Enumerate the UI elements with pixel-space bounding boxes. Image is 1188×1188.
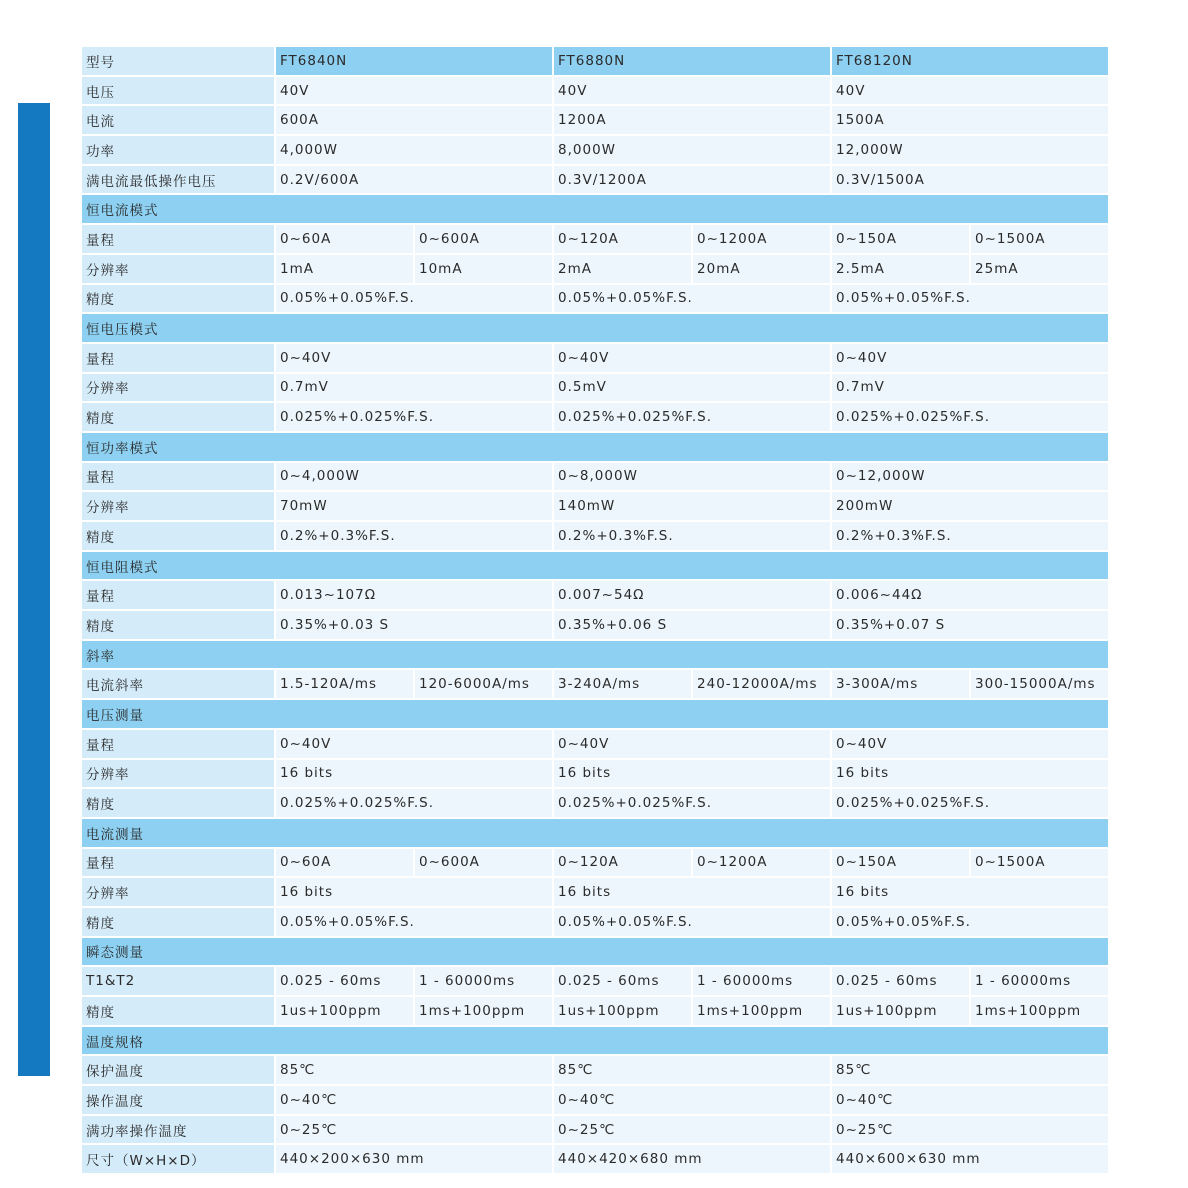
spec-value: 0~600A <box>414 224 553 254</box>
spec-value: 0~40V <box>831 729 1109 759</box>
section-title: 恒功率模式 <box>81 432 1109 462</box>
section-title: 恒电压模式 <box>81 313 1109 343</box>
spec-row <box>81 788 1109 818</box>
spec-value: 0.025 - 60ms <box>831 966 970 996</box>
spec-value: 0~60A <box>275 848 414 878</box>
spec-value: 1us+100ppm <box>275 996 414 1026</box>
spec-value: 2.5mA <box>831 254 970 284</box>
section-title: 斜率 <box>81 640 1109 670</box>
spec-row <box>81 580 1109 610</box>
row-label: 精度 <box>81 788 275 818</box>
spec-row <box>81 996 1109 1026</box>
spec-value: 0.5mV <box>553 373 831 403</box>
section-header <box>81 1026 1109 1056</box>
spec-value: 40V <box>553 76 831 106</box>
spec-value: 0.05%+0.05%F.S. <box>553 907 831 937</box>
spec-value: 0.05%+0.05%F.S. <box>831 907 1109 937</box>
spec-value: 0~120A <box>553 848 692 878</box>
row-label: 操作温度 <box>81 1085 275 1115</box>
spec-value: 0~60A <box>275 224 414 254</box>
spec-value: 1500A <box>831 105 1109 135</box>
spec-row <box>81 610 1109 640</box>
section-title: 电流测量 <box>81 818 1109 848</box>
spec-row <box>81 1085 1109 1115</box>
spec-value: 3-240A/ms <box>553 669 692 699</box>
spec-value: 85℃ <box>831 1055 1109 1085</box>
spec-value: 0.2%+0.3%F.S. <box>553 521 831 551</box>
spec-value: 16 bits <box>831 759 1109 789</box>
row-label: 量程 <box>81 224 275 254</box>
spec-value: 70mW <box>275 491 553 521</box>
spec-value: 0~600A <box>414 848 553 878</box>
spec-value: 0.025%+0.025%F.S. <box>553 402 831 432</box>
row-label: 尺寸（W×H×D） <box>81 1144 275 1174</box>
row-label: 精度 <box>81 907 275 937</box>
section-title: 瞬态测量 <box>81 937 1109 967</box>
spec-row <box>81 343 1109 373</box>
spec-row <box>81 1144 1109 1174</box>
row-label: 满电流最低操作电压 <box>81 165 275 195</box>
spec-value: 0.007~54Ω <box>553 580 831 610</box>
spec-row <box>81 966 1109 996</box>
spec-row <box>81 76 1109 106</box>
spec-value: 0~25℃ <box>553 1115 831 1145</box>
spec-value: 0.025 - 60ms <box>275 966 414 996</box>
row-label: T1&T2 <box>81 966 275 996</box>
spec-value: 0~40℃ <box>831 1085 1109 1115</box>
spec-row <box>81 1115 1109 1145</box>
spec-value: 0~40V <box>553 729 831 759</box>
spec-value: 1mA <box>275 254 414 284</box>
spec-value: 0~1200A <box>692 224 831 254</box>
row-label: 量程 <box>81 729 275 759</box>
section-header <box>81 818 1109 848</box>
row-label: 型号 <box>81 46 275 76</box>
row-label: 分辨率 <box>81 373 275 403</box>
model-name: FT6880N <box>553 46 831 76</box>
spec-value: 200mW <box>831 491 1109 521</box>
section-header <box>81 699 1109 729</box>
spec-value: 300-15000A/ms <box>970 669 1109 699</box>
spec-row <box>81 165 1109 195</box>
spec-value: 0.025%+0.025%F.S. <box>831 788 1109 818</box>
spec-row <box>81 1055 1109 1085</box>
spec-value: 0.3V/1500A <box>831 165 1109 195</box>
spec-value: 0~40V <box>275 343 553 373</box>
spec-value: 12,000W <box>831 135 1109 165</box>
row-label: 电压 <box>81 76 275 106</box>
spec-value: 16 bits <box>553 877 831 907</box>
model-header-row <box>81 46 1109 76</box>
spec-value: 0~40V <box>275 729 553 759</box>
row-label: 功率 <box>81 135 275 165</box>
spec-value: 0.7mV <box>831 373 1109 403</box>
spec-value: 0~8,000W <box>553 462 831 492</box>
spec-value: 1 - 60000ms <box>692 966 831 996</box>
section-header <box>81 432 1109 462</box>
spec-row <box>81 402 1109 432</box>
section-title: 温度规格 <box>81 1026 1109 1056</box>
section-header <box>81 640 1109 670</box>
spec-row <box>81 759 1109 789</box>
spec-value: 10mA <box>414 254 553 284</box>
spec-row <box>81 877 1109 907</box>
spec-value: 8,000W <box>553 135 831 165</box>
section-title: 恒电阻模式 <box>81 551 1109 581</box>
spec-value: 0~40℃ <box>275 1085 553 1115</box>
spec-value: 0.025%+0.025%F.S. <box>553 788 831 818</box>
section-title: 恒电流模式 <box>81 194 1109 224</box>
spec-value: 0.3V/1200A <box>553 165 831 195</box>
spec-value: 0~40V <box>553 343 831 373</box>
row-label: 电流斜率 <box>81 669 275 699</box>
spec-value: 0.2V/600A <box>275 165 553 195</box>
spec-row <box>81 907 1109 937</box>
row-label: 保护温度 <box>81 1055 275 1085</box>
spec-value: 3-300A/ms <box>831 669 970 699</box>
spec-value: 0~150A <box>831 224 970 254</box>
spec-value: 0.05%+0.05%F.S. <box>275 907 553 937</box>
section-title: 电压测量 <box>81 699 1109 729</box>
spec-row <box>81 848 1109 878</box>
row-label: 分辨率 <box>81 759 275 789</box>
spec-value: 0~4,000W <box>275 462 553 492</box>
spec-value: 0~25℃ <box>275 1115 553 1145</box>
spec-row <box>81 491 1109 521</box>
row-label: 分辨率 <box>81 877 275 907</box>
spec-value: 16 bits <box>275 877 553 907</box>
spec-value: 0.2%+0.3%F.S. <box>275 521 553 551</box>
model-name: FT6840N <box>275 46 553 76</box>
row-label: 量程 <box>81 580 275 610</box>
model-name: FT68120N <box>831 46 1109 76</box>
row-label: 量程 <box>81 343 275 373</box>
spec-value: 0.05%+0.05%F.S. <box>831 284 1109 314</box>
spec-value: 0~12,000W <box>831 462 1109 492</box>
side-accent-bar <box>18 103 50 1076</box>
spec-value: 0.025 - 60ms <box>553 966 692 996</box>
row-label: 量程 <box>81 848 275 878</box>
spec-value: 16 bits <box>553 759 831 789</box>
spec-value: 1.5-120A/ms <box>275 669 414 699</box>
spec-value: 0.025%+0.025%F.S. <box>831 402 1109 432</box>
spec-row <box>81 284 1109 314</box>
spec-value: 0.35%+0.03 S <box>275 610 553 640</box>
spec-value: 1ms+100ppm <box>970 996 1109 1026</box>
spec-row <box>81 669 1109 699</box>
spec-value: 16 bits <box>275 759 553 789</box>
spec-value: 1us+100ppm <box>553 996 692 1026</box>
spec-value: 1200A <box>553 105 831 135</box>
spec-value: 0~40V <box>831 343 1109 373</box>
spec-row <box>81 521 1109 551</box>
row-label: 精度 <box>81 402 275 432</box>
spec-value: 20mA <box>692 254 831 284</box>
spec-value: 0.05%+0.05%F.S. <box>275 284 553 314</box>
row-label: 电流 <box>81 105 275 135</box>
spec-value: 40V <box>275 76 553 106</box>
section-header <box>81 194 1109 224</box>
spec-value: 85℃ <box>275 1055 553 1085</box>
spec-value: 2mA <box>553 254 692 284</box>
section-header <box>81 313 1109 343</box>
spec-value: 0.05%+0.05%F.S. <box>553 284 831 314</box>
spec-value: 440×600×630 mm <box>831 1144 1109 1174</box>
spec-row <box>81 729 1109 759</box>
spec-value: 0~25℃ <box>831 1115 1109 1145</box>
spec-value: 0~40℃ <box>553 1085 831 1115</box>
row-label: 量程 <box>81 462 275 492</box>
spec-value: 240-12000A/ms <box>692 669 831 699</box>
spec-value: 1 - 60000ms <box>414 966 553 996</box>
spec-value: 1ms+100ppm <box>414 996 553 1026</box>
spec-value: 440×420×680 mm <box>553 1144 831 1174</box>
spec-value: 85℃ <box>553 1055 831 1085</box>
spec-value: 0.025%+0.025%F.S. <box>275 402 553 432</box>
spec-value: 1us+100ppm <box>831 996 970 1026</box>
spec-value: 1 - 60000ms <box>970 966 1109 996</box>
spec-row <box>81 254 1109 284</box>
spec-row <box>81 462 1109 492</box>
row-label: 精度 <box>81 610 275 640</box>
row-label: 精度 <box>81 996 275 1026</box>
spec-value: 0~150A <box>831 848 970 878</box>
spec-value: 40V <box>831 76 1109 106</box>
spec-value: 140mW <box>553 491 831 521</box>
spec-value: 0~1500A <box>970 848 1109 878</box>
spec-row <box>81 105 1109 135</box>
spec-table <box>80 45 1110 1175</box>
section-header <box>81 551 1109 581</box>
spec-row <box>81 224 1109 254</box>
spec-value: 0.7mV <box>275 373 553 403</box>
spec-value: 1ms+100ppm <box>692 996 831 1026</box>
spec-row <box>81 135 1109 165</box>
spec-value: 0~1500A <box>970 224 1109 254</box>
row-label: 精度 <box>81 284 275 314</box>
spec-value: 0~120A <box>553 224 692 254</box>
spec-value: 600A <box>275 105 553 135</box>
spec-value: 0.35%+0.07 S <box>831 610 1109 640</box>
spec-value: 0.35%+0.06 S <box>553 610 831 640</box>
spec-value: 440×200×630 mm <box>275 1144 553 1174</box>
row-label: 满功率操作温度 <box>81 1115 275 1145</box>
spec-value: 120-6000A/ms <box>414 669 553 699</box>
spec-value: 0.006~44Ω <box>831 580 1109 610</box>
spec-value: 0~1200A <box>692 848 831 878</box>
row-label: 精度 <box>81 521 275 551</box>
spec-value: 4,000W <box>275 135 553 165</box>
spec-value: 0.013~107Ω <box>275 580 553 610</box>
spec-value: 25mA <box>970 254 1109 284</box>
spec-row <box>81 373 1109 403</box>
row-label: 分辨率 <box>81 491 275 521</box>
row-label: 分辨率 <box>81 254 275 284</box>
spec-value: 0.2%+0.3%F.S. <box>831 521 1109 551</box>
section-header <box>81 937 1109 967</box>
spec-value: 0.025%+0.025%F.S. <box>275 788 553 818</box>
spec-value: 16 bits <box>831 877 1109 907</box>
